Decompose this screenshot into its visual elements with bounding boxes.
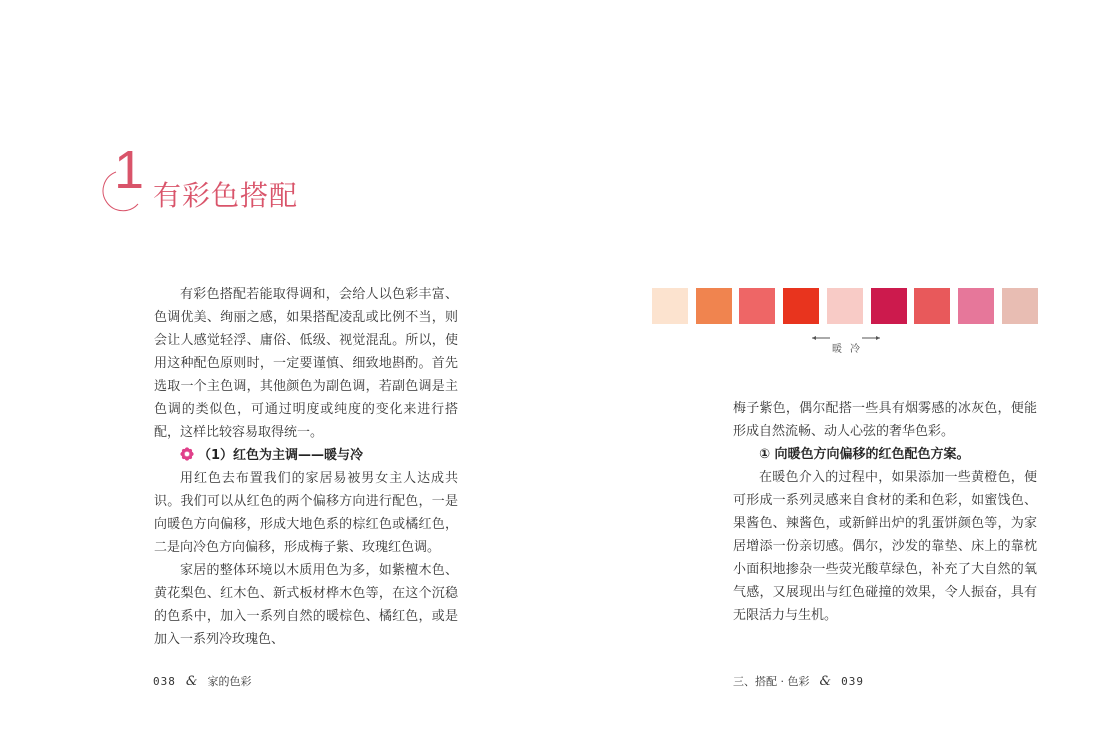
left-page <box>0 0 554 750</box>
color-swatch-row <box>652 288 1038 324</box>
color-swatch <box>958 288 994 324</box>
book-title: 家的色彩 <box>207 675 252 688</box>
color-swatch <box>1002 288 1038 324</box>
footer-left <box>153 673 251 689</box>
page-number-left: 038 <box>153 675 176 688</box>
sub-heading: ① 向暖色方向偏移的红色配色方案。 <box>759 447 970 462</box>
color-swatch <box>871 288 907 324</box>
intro-paragraph: 有彩色搭配若能取得调和，会给人以色彩丰富、色调优美、绚丽之感，如果搭配凌乱或比例不当，则会让人感觉轻浮、庸俗、低级、视觉混乱。所以，使用这种配色原则时，一定要谨慎、细致地斟酌。首先选取一个主色调，其他颜色为副色调，若副色调是主色调的类似色，可通过明度或纯度的变化来进行搭配，这样比较容易取得统一。 <box>154 287 458 440</box>
color-swatch <box>783 288 819 324</box>
chapter-number-graphic <box>92 140 162 212</box>
color-swatch <box>914 288 950 324</box>
axis-label-warm: 暖 <box>832 344 843 355</box>
ampersand-ornament: & <box>819 674 832 689</box>
red-tone-paragraph: 用红色去布置我们的家居易被男女主人达成共识。我们可以从红色的两个偏移方向进行配色，一是向暖色方向偏移，形成大地色系的棕红色或橘红色，二是向冷色方向偏移，形成梅子紫、玫瑰红色调。 <box>154 471 458 555</box>
color-swatch <box>739 288 775 324</box>
color-swatch <box>652 288 688 324</box>
body-text-left <box>154 283 458 651</box>
ampersand-ornament: & <box>185 674 198 689</box>
warm-cool-arrow-icon <box>810 334 882 348</box>
section-heading-text: （1）红色为主调——暖与冷 <box>198 448 364 463</box>
right-page <box>555 0 1109 750</box>
wood-tone-paragraph: 家居的整体环境以木质用色为多，如紫檀木色、黄花梨色、红木色、新式板材桦木色等，在这个沉稳的色系中，加入一系列自然的暖棕色、橘红色，或是加入一系列冷玫瑰色、 <box>154 563 458 647</box>
chapter-number: 1 <box>114 140 145 200</box>
warm-shift-paragraph: 在暖色介入的过程中，如果添加一些黄橙色，便可形成一系列灵感来自食材的柔和色彩，如蜜饯色、果酱色、辣酱色，或新鲜出炉的乳蛋饼颜色等，为家居增添一份亲切感。偶尔，沙发的靠垫、床上的靠枕小面积地掺杂一些荧光酸草绿色，补充了大自然的氧气感，又展现出与红色碰撞的效果，令人振奋，具有无限活力与生机。 <box>733 470 1037 623</box>
flower-icon <box>180 447 194 461</box>
page-number-right: 039 <box>841 675 864 688</box>
color-swatch <box>696 288 732 324</box>
section-heading <box>154 444 458 467</box>
body-text-right <box>733 397 1037 627</box>
axis-label-cool: 冷 <box>850 344 861 355</box>
continued-paragraph: 梅子紫色，偶尔配搭一些具有烟雾感的冰灰色，便能形成自然流畅、动人心弦的奢华色彩。 <box>733 401 1037 439</box>
chapter-section: 三、搭配 · 色彩 <box>733 675 810 688</box>
color-swatch <box>827 288 863 324</box>
chapter-title: 有彩色搭配 <box>153 179 299 212</box>
footer-right <box>733 673 864 689</box>
